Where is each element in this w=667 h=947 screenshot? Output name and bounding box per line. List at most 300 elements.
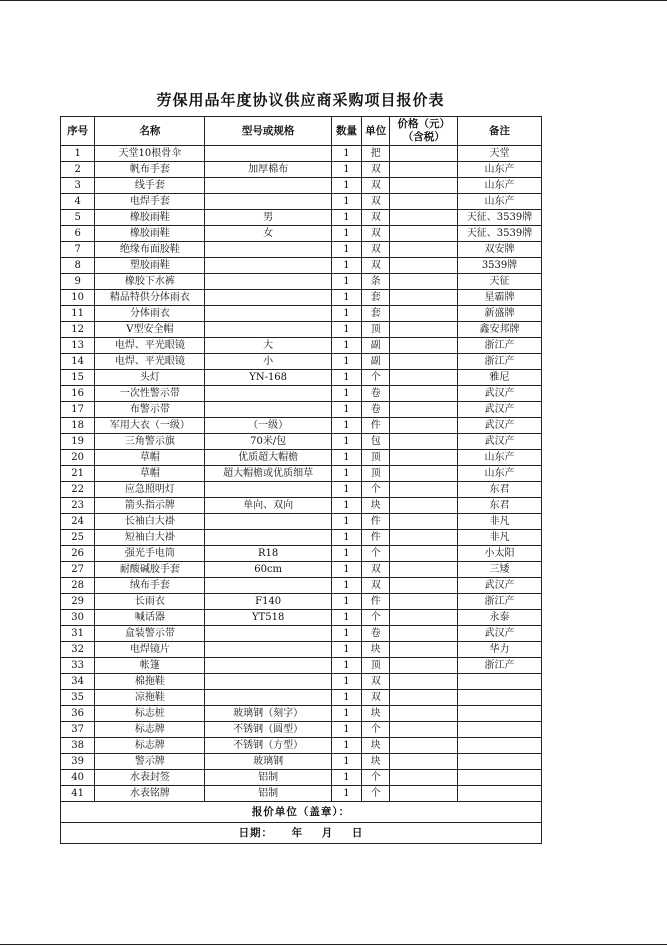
cell-unit: 件 <box>362 514 390 530</box>
cell-quantity: 1 <box>331 722 361 738</box>
cell-name: 草帽 <box>95 466 205 482</box>
cell-name: 绒布手套 <box>95 578 205 594</box>
cell-index: 36 <box>61 706 95 722</box>
cell-remark <box>458 738 542 754</box>
cell-remark: 小太阳 <box>458 546 542 562</box>
header-index: 序号 <box>61 117 95 146</box>
cell-index: 10 <box>61 290 95 306</box>
cell-quantity: 1 <box>331 530 361 546</box>
cell-price <box>390 370 458 386</box>
cell-quantity: 1 <box>331 418 361 434</box>
cell-price <box>390 210 458 226</box>
cell-name: 草帽 <box>95 450 205 466</box>
cell-quantity: 1 <box>331 562 361 578</box>
cell-quantity: 1 <box>331 578 361 594</box>
cell-quantity: 1 <box>331 594 361 610</box>
cell-price <box>390 754 458 770</box>
cell-index: 21 <box>61 466 95 482</box>
cell-index: 9 <box>61 274 95 290</box>
table-row <box>61 162 542 178</box>
cell-remark: 非凡 <box>458 530 542 546</box>
cell-name: 绝缘布面胶鞋 <box>95 242 205 258</box>
cell-spec: 单向、双向 <box>205 498 331 514</box>
cell-name: 盒装警示带 <box>95 626 205 642</box>
cell-index: 22 <box>61 482 95 498</box>
cell-name: 三角警示旗 <box>95 434 205 450</box>
table-row <box>61 258 542 274</box>
cell-price <box>390 642 458 658</box>
cell-unit: 顶 <box>362 450 390 466</box>
cell-quantity: 1 <box>331 450 361 466</box>
cell-remark <box>458 690 542 706</box>
table-row <box>61 546 542 562</box>
cell-price <box>390 722 458 738</box>
cell-remark: 山东产 <box>458 178 542 194</box>
table-row <box>61 466 542 482</box>
cell-spec: 铝制 <box>205 786 331 802</box>
cell-unit: 个 <box>362 482 390 498</box>
table-row <box>61 562 542 578</box>
cell-quantity: 1 <box>331 770 361 786</box>
cell-price <box>390 466 458 482</box>
cell-price <box>390 674 458 690</box>
cell-unit: 双 <box>362 242 390 258</box>
cell-price <box>390 578 458 594</box>
cell-name: 标志桩 <box>95 706 205 722</box>
table-row <box>61 578 542 594</box>
cell-unit: 双 <box>362 562 390 578</box>
cell-index: 38 <box>61 738 95 754</box>
cell-price <box>390 322 458 338</box>
cell-unit: 条 <box>362 274 390 290</box>
cell-spec <box>205 290 331 306</box>
cell-unit: 块 <box>362 738 390 754</box>
footer-date: 日期： 年 月 日 <box>61 823 542 844</box>
cell-remark: 天堂 <box>458 146 542 162</box>
cell-remark: 华力 <box>458 642 542 658</box>
cell-remark: 山东产 <box>458 466 542 482</box>
table-row <box>61 194 542 210</box>
cell-unit: 双 <box>362 210 390 226</box>
cell-unit: 双 <box>362 178 390 194</box>
cell-index: 31 <box>61 626 95 642</box>
header-unit: 单位 <box>362 117 390 146</box>
table-row <box>61 754 542 770</box>
cell-unit: 套 <box>362 306 390 322</box>
cell-price <box>390 354 458 370</box>
cell-unit: 个 <box>362 370 390 386</box>
cell-price <box>390 626 458 642</box>
cell-name: 电焊镜片 <box>95 642 205 658</box>
cell-remark: 3539牌 <box>458 258 542 274</box>
cell-quantity: 1 <box>331 786 361 802</box>
cell-remark: 三矮 <box>458 562 542 578</box>
cell-remark: 东君 <box>458 482 542 498</box>
table-row <box>61 514 542 530</box>
cell-index: 41 <box>61 786 95 802</box>
cell-unit: 套 <box>362 290 390 306</box>
cell-spec: 男 <box>205 210 331 226</box>
cell-remark: 山东产 <box>458 450 542 466</box>
table-body <box>61 146 542 802</box>
cell-price <box>390 162 458 178</box>
cell-name: 短袖白大褂 <box>95 530 205 546</box>
header-price: 价格（元） （含税） <box>390 117 458 146</box>
cell-spec: 玻璃钢 <box>205 754 331 770</box>
cell-price <box>390 242 458 258</box>
cell-quantity: 1 <box>331 514 361 530</box>
table-row <box>61 306 542 322</box>
table-row <box>61 722 542 738</box>
cell-index: 33 <box>61 658 95 674</box>
cell-remark: 浙江产 <box>458 658 542 674</box>
cell-remark: 鑫安邦牌 <box>458 322 542 338</box>
cell-spec: 加厚棉布 <box>205 162 331 178</box>
cell-spec: 60cm <box>205 562 331 578</box>
cell-quantity: 1 <box>331 642 361 658</box>
cell-spec: （一级） <box>205 418 331 434</box>
cell-name: 耐酸碱胶手套 <box>95 562 205 578</box>
cell-index: 4 <box>61 194 95 210</box>
cell-name: 橡胶下水裤 <box>95 274 205 290</box>
cell-name: 电焊、平光眼镜 <box>95 354 205 370</box>
cell-name: 橡胶雨鞋 <box>95 226 205 242</box>
cell-index: 17 <box>61 402 95 418</box>
cell-name: 标志牌 <box>95 722 205 738</box>
cell-remark: 双安牌 <box>458 242 542 258</box>
cell-index: 23 <box>61 498 95 514</box>
cell-index: 6 <box>61 226 95 242</box>
cell-name: 一次性警示带 <box>95 386 205 402</box>
cell-quantity: 1 <box>331 754 361 770</box>
cell-price <box>390 738 458 754</box>
cell-remark: 浙江产 <box>458 354 542 370</box>
cell-index: 26 <box>61 546 95 562</box>
footer-company-row <box>61 802 542 823</box>
cell-quantity: 1 <box>331 610 361 626</box>
cell-name: 喊话器 <box>95 610 205 626</box>
table-row <box>61 322 542 338</box>
cell-name: 水表封签 <box>95 770 205 786</box>
cell-price <box>390 338 458 354</box>
table-row <box>61 370 542 386</box>
cell-unit: 双 <box>362 162 390 178</box>
table-row <box>61 530 542 546</box>
cell-price <box>390 226 458 242</box>
cell-price <box>390 770 458 786</box>
cell-index: 7 <box>61 242 95 258</box>
cell-price <box>390 290 458 306</box>
cell-index: 34 <box>61 674 95 690</box>
cell-remark: 浙江产 <box>458 594 542 610</box>
cell-name: 分体雨衣 <box>95 306 205 322</box>
cell-spec: 70米/包 <box>205 434 331 450</box>
cell-spec: F140 <box>205 594 331 610</box>
cell-unit: 个 <box>362 786 390 802</box>
cell-remark: 非凡 <box>458 514 542 530</box>
cell-index: 18 <box>61 418 95 434</box>
cell-quantity: 1 <box>331 194 361 210</box>
footer-date-row <box>61 823 542 844</box>
table-row <box>61 402 542 418</box>
cell-price <box>390 178 458 194</box>
cell-quantity: 1 <box>331 274 361 290</box>
table-row <box>61 242 542 258</box>
cell-name: 箭头指示牌 <box>95 498 205 514</box>
cell-name: 橡胶雨鞋 <box>95 210 205 226</box>
cell-price <box>390 306 458 322</box>
cell-index: 28 <box>61 578 95 594</box>
cell-spec <box>205 322 331 338</box>
cell-quantity: 1 <box>331 162 361 178</box>
cell-quantity: 1 <box>331 322 361 338</box>
cell-name: 长雨衣 <box>95 594 205 610</box>
cell-name: 强光手电筒 <box>95 546 205 562</box>
cell-index: 11 <box>61 306 95 322</box>
cell-remark: 永泰 <box>458 610 542 626</box>
cell-quantity: 1 <box>331 290 361 306</box>
table-row <box>61 770 542 786</box>
cell-unit: 双 <box>362 226 390 242</box>
cell-index: 13 <box>61 338 95 354</box>
cell-remark: 武汉产 <box>458 578 542 594</box>
cell-name: V型安全帽 <box>95 322 205 338</box>
cell-quantity: 1 <box>331 226 361 242</box>
cell-remark: 山东产 <box>458 162 542 178</box>
cell-unit: 件 <box>362 530 390 546</box>
cell-spec: 铝制 <box>205 770 331 786</box>
table-row <box>61 274 542 290</box>
cell-price <box>390 402 458 418</box>
cell-price <box>390 386 458 402</box>
cell-unit: 双 <box>362 258 390 274</box>
cell-index: 16 <box>61 386 95 402</box>
header-spec: 型号或规格 <box>205 117 331 146</box>
table-row <box>61 338 542 354</box>
cell-unit: 个 <box>362 722 390 738</box>
cell-spec: 优质超大帽檐 <box>205 450 331 466</box>
cell-name: 线手套 <box>95 178 205 194</box>
cell-price <box>390 610 458 626</box>
cell-unit: 顶 <box>362 322 390 338</box>
cell-name: 军用大衣（一级） <box>95 418 205 434</box>
cell-remark: 天征、3539牌 <box>458 210 542 226</box>
cell-price <box>390 546 458 562</box>
cell-index: 27 <box>61 562 95 578</box>
cell-unit: 块 <box>362 706 390 722</box>
cell-name: 头灯 <box>95 370 205 386</box>
cell-remark <box>458 706 542 722</box>
header-name: 名称 <box>95 117 205 146</box>
cell-index: 2 <box>61 162 95 178</box>
cell-price <box>390 498 458 514</box>
cell-spec: 玻璃钢（刻字） <box>205 706 331 722</box>
cell-index: 14 <box>61 354 95 370</box>
cell-quantity: 1 <box>331 626 361 642</box>
cell-unit: 双 <box>362 690 390 706</box>
cell-quantity: 1 <box>331 306 361 322</box>
cell-remark: 雅尼 <box>458 370 542 386</box>
cell-spec <box>205 402 331 418</box>
cell-spec: 女 <box>205 226 331 242</box>
footer-company: 报价单位（盖章）： <box>61 802 542 823</box>
cell-unit: 件 <box>362 418 390 434</box>
cell-name: 帐篷 <box>95 658 205 674</box>
cell-quantity: 1 <box>331 690 361 706</box>
cell-price <box>390 418 458 434</box>
cell-quantity: 1 <box>331 178 361 194</box>
table-row <box>61 786 542 802</box>
cell-price <box>390 482 458 498</box>
cell-price <box>390 594 458 610</box>
cell-remark: 武汉产 <box>458 418 542 434</box>
table-row <box>61 658 542 674</box>
cell-unit: 副 <box>362 354 390 370</box>
cell-index: 5 <box>61 210 95 226</box>
cell-unit: 副 <box>362 338 390 354</box>
cell-spec: YT518 <box>205 610 331 626</box>
table-row <box>61 434 542 450</box>
cell-spec <box>205 578 331 594</box>
cell-spec <box>205 242 331 258</box>
header-quantity: 数量 <box>331 117 361 146</box>
cell-price <box>390 450 458 466</box>
cell-index: 15 <box>61 370 95 386</box>
cell-spec: 不锈钢（圆型） <box>205 722 331 738</box>
cell-name: 布警示带 <box>95 402 205 418</box>
cell-remark <box>458 722 542 738</box>
cell-spec: 小 <box>205 354 331 370</box>
cell-name: 应急照明灯 <box>95 482 205 498</box>
cell-spec <box>205 642 331 658</box>
cell-remark: 武汉产 <box>458 626 542 642</box>
table-row <box>61 642 542 658</box>
cell-spec <box>205 386 331 402</box>
cell-remark <box>458 770 542 786</box>
cell-index: 24 <box>61 514 95 530</box>
cell-name: 帆布手套 <box>95 162 205 178</box>
cell-remark <box>458 674 542 690</box>
cell-quantity: 1 <box>331 546 361 562</box>
cell-unit: 个 <box>362 610 390 626</box>
cell-unit: 卷 <box>362 626 390 642</box>
cell-name: 水表铭牌 <box>95 786 205 802</box>
cell-unit: 包 <box>362 434 390 450</box>
cell-spec <box>205 658 331 674</box>
table-row <box>61 210 542 226</box>
cell-name: 棉拖鞋 <box>95 674 205 690</box>
cell-unit: 块 <box>362 642 390 658</box>
cell-unit: 顶 <box>362 466 390 482</box>
cell-unit: 双 <box>362 578 390 594</box>
cell-spec: 超大帽檐或优质细草 <box>205 466 331 482</box>
cell-spec <box>205 626 331 642</box>
cell-quantity: 1 <box>331 402 361 418</box>
cell-price <box>390 706 458 722</box>
cell-price <box>390 562 458 578</box>
cell-index: 39 <box>61 754 95 770</box>
cell-quantity: 1 <box>331 354 361 370</box>
cell-quantity: 1 <box>331 466 361 482</box>
table-row <box>61 674 542 690</box>
cell-spec <box>205 258 331 274</box>
cell-spec <box>205 178 331 194</box>
cell-spec <box>205 194 331 210</box>
table-row <box>61 594 542 610</box>
table-row <box>61 450 542 466</box>
cell-quantity: 1 <box>331 658 361 674</box>
cell-spec: 不锈钢（方型） <box>205 738 331 754</box>
cell-remark <box>458 786 542 802</box>
cell-spec <box>205 274 331 290</box>
table-row <box>61 498 542 514</box>
document-title: 劳保用品年度协议供应商采购项目报价表 <box>156 91 445 109</box>
header-remark: 备注 <box>458 117 542 146</box>
table-row <box>61 178 542 194</box>
quotation-table <box>60 116 542 844</box>
cell-quantity: 1 <box>331 498 361 514</box>
table-row <box>61 146 542 162</box>
cell-name: 塑胶雨鞋 <box>95 258 205 274</box>
cell-name: 长袖白大褂 <box>95 514 205 530</box>
cell-spec <box>205 482 331 498</box>
table-row <box>61 226 542 242</box>
cell-index: 20 <box>61 450 95 466</box>
cell-price <box>390 514 458 530</box>
cell-spec <box>205 514 331 530</box>
cell-quantity: 1 <box>331 338 361 354</box>
cell-quantity: 1 <box>331 386 361 402</box>
cell-index: 40 <box>61 770 95 786</box>
cell-quantity: 1 <box>331 258 361 274</box>
cell-unit: 把 <box>362 146 390 162</box>
table-row <box>61 482 542 498</box>
cell-remark: 天征、3539牌 <box>458 226 542 242</box>
cell-remark: 新盛牌 <box>458 306 542 322</box>
top-rule <box>0 0 667 1</box>
cell-quantity: 1 <box>331 210 361 226</box>
cell-name: 警示牌 <box>95 754 205 770</box>
cell-quantity: 1 <box>331 370 361 386</box>
cell-spec: YN-168 <box>205 370 331 386</box>
table-row <box>61 706 542 722</box>
cell-index: 32 <box>61 642 95 658</box>
table-row <box>61 626 542 642</box>
cell-name: 电焊手套 <box>95 194 205 210</box>
cell-quantity: 1 <box>331 434 361 450</box>
cell-index: 25 <box>61 530 95 546</box>
cell-unit: 双 <box>362 674 390 690</box>
cell-spec <box>205 690 331 706</box>
cell-remark: 浙江产 <box>458 338 542 354</box>
bottom-rule <box>0 944 667 945</box>
cell-quantity: 1 <box>331 674 361 690</box>
cell-quantity: 1 <box>331 482 361 498</box>
cell-remark: 星霸牌 <box>458 290 542 306</box>
cell-name: 电焊、平光眼镜 <box>95 338 205 354</box>
table-row <box>61 690 542 706</box>
cell-spec <box>205 146 331 162</box>
table-row <box>61 290 542 306</box>
cell-price <box>390 146 458 162</box>
cell-price <box>390 658 458 674</box>
cell-price <box>390 690 458 706</box>
cell-index: 3 <box>61 178 95 194</box>
cell-unit: 卷 <box>362 402 390 418</box>
cell-price <box>390 786 458 802</box>
cell-unit: 块 <box>362 754 390 770</box>
cell-spec: R18 <box>205 546 331 562</box>
